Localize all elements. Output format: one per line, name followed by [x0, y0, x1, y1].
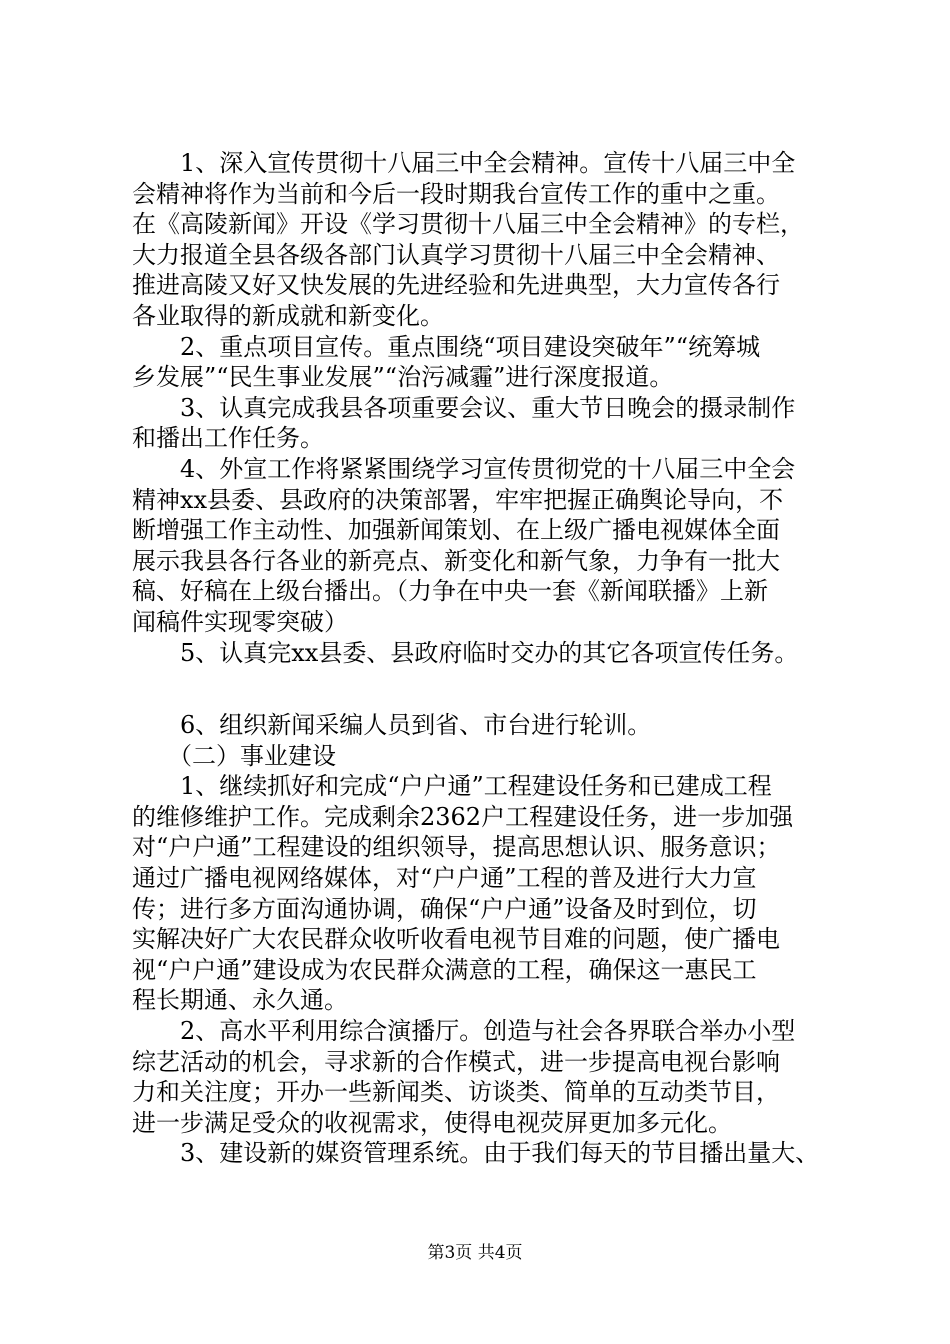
paragraph-7-line-3: 对“户户通”工程建设的组织领导，提高思想认识、服务意识；: [132, 833, 781, 862]
paragraph-6-line-1: 6、组织新闻采编人员到省、市台进行轮训。: [180, 711, 652, 740]
paragraph-3-line-2: 和播出工作任务。: [132, 424, 324, 453]
page-footer: 第3页 共4页: [427, 1243, 523, 1263]
paragraph-4-line-5: 稿、好稿在上级台播出。（力争在中央一套《新闻联播》上新: [132, 577, 768, 606]
paragraph-8-line-2: 综艺活动的机会，寻求新的合作模式，进一步提高电视台影响: [132, 1047, 780, 1076]
paragraph-7-line-1: 1、继续抓好和完成“户户通”工程建设任务和已建成工程: [180, 772, 772, 801]
paragraph-2-line-2: 乡发展”“民生事业发展”“治污减霾”进行深度报道。: [132, 363, 674, 392]
paragraph-8-line-1: 2、高水平利用综合演播厅。创造与社会各界联合举办小型: [180, 1017, 796, 1046]
paragraph-5-line-1: 5、认真完xx县委、县政府临时交办的其它各项宣传任务。: [180, 638, 799, 667]
paragraph-9-line-1: 3、建设新的媒资管理系统。由于我们每天的节目播出量大、: [180, 1139, 820, 1168]
paragraph-4-line-2: 精神xx县委、县政府的决策部署，牢牢把握正确舆论导向，不: [132, 485, 784, 514]
paragraph-1-line-5: 推进高陵又好又快发展的先进经验和先进典型，大力宣传各行: [132, 271, 780, 300]
paragraph-1-line-2: 会精神将作为当前和今后一段时期我台宣传工作的重中之重。: [132, 179, 780, 208]
section-heading: （二）事业建设: [168, 741, 336, 770]
paragraph-1-line-6: 各业取得的新成就和新变化。: [132, 301, 444, 330]
blank-spacer: [132, 668, 848, 710]
paragraph-7-line-7: 视“户户通”建设成为农民群众满意的工程，确保这一惠民工: [132, 955, 757, 984]
paragraph-7-line-4: 通过广播电视网络媒体，对“户户通”工程的普及进行大力宣: [132, 864, 757, 893]
paragraph-1-line-3: 在《高陵新闻》开设《学习贯彻十八届三中全会精神》的专栏，: [132, 210, 804, 239]
paragraph-7-line-6: 实解决好广大农民群众收听收看电视节目难的问题，使广播电: [132, 925, 780, 954]
paragraph-4-line-6: 闻稿件实现零突破）: [132, 607, 348, 636]
paragraph-8-line-3: 力和关注度；开办一些新闻类、访谈类、简单的互动类节目，: [132, 1078, 780, 1107]
document-body: [132, 148, 848, 1169]
paragraph-8-line-4: 进一步满足受众的收视需求，使得电视荧屏更加多元化。: [132, 1108, 732, 1137]
paragraph-1-line-1: 1、深入宣传贯彻十八届三中全会精神。宣传十八届三中全: [180, 149, 796, 177]
paragraph-4-line-1: 4、外宣工作将紧紧围绕学习宣传贯彻党的十八届三中全会: [180, 454, 796, 483]
paragraph-7-line-5: 传；进行多方面沟通协调，确保“户户通”设备及时到位，切: [132, 894, 757, 923]
paragraph-7-line-2: 的维修维护工作。完成剩余2362户工程建设任务，进一步加强: [132, 802, 794, 831]
paragraph-4-line-3: 断增强工作主动性、加强新闻策划、在上级广播电视媒体全面: [132, 516, 780, 545]
paragraph-1-line-4: 大力报道全县各级各部门认真学习贯彻十八届三中全会精神、: [132, 240, 780, 269]
paragraph-7-line-8: 程长期通、永久通。: [132, 986, 348, 1015]
paragraph-3-line-1: 3、认真完成我县各项重要会议、重大节日晚会的摄录制作: [180, 393, 796, 422]
paragraph-4-line-4: 展示我县各行各业的新亮点、新变化和新气象，力争有一批大: [132, 546, 780, 575]
paragraph-2-line-1: 2、重点项目宣传。重点围绕“项目建设突破年”“统筹城: [180, 332, 761, 361]
